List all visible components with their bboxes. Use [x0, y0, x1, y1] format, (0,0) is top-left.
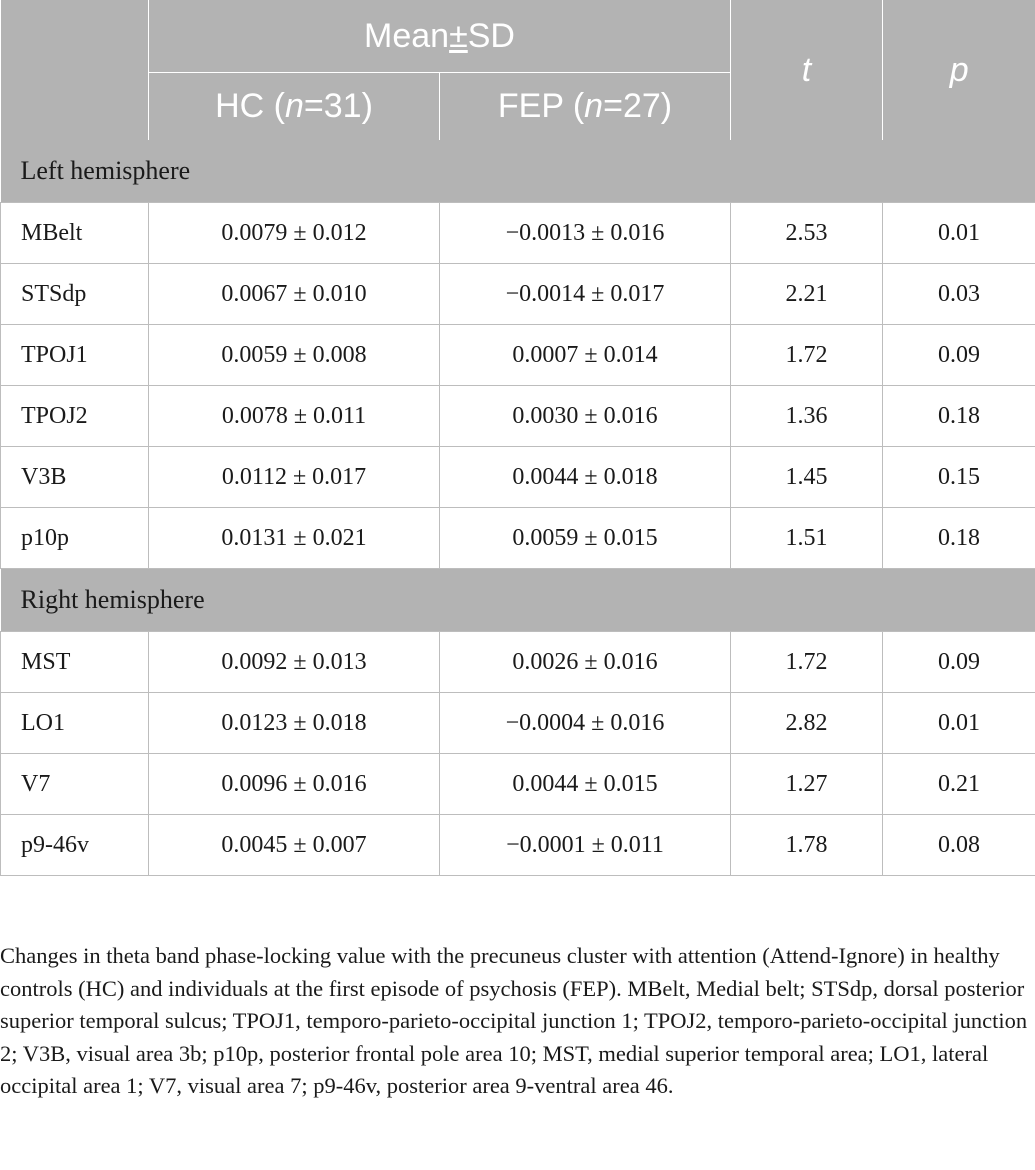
fep-cell: 0.0007 ± 0.014	[440, 325, 731, 386]
p-cell: 0.08	[883, 815, 1035, 876]
region-cell: V3B	[1, 447, 149, 508]
p-cell: 0.01	[883, 693, 1035, 754]
region-cell: LO1	[1, 693, 149, 754]
section-row	[1, 569, 1035, 632]
p-cell: 0.03	[883, 264, 1035, 325]
region-cell: STSdp	[1, 264, 149, 325]
header-mean-sd: Mean±SD	[149, 0, 731, 73]
fep-cell: −0.0001 ± 0.011	[440, 815, 731, 876]
table-row	[1, 508, 1035, 569]
table-row	[1, 447, 1035, 508]
t-cell: 1.36	[731, 386, 883, 447]
table-row	[1, 632, 1035, 693]
t-cell: 1.51	[731, 508, 883, 569]
table-row	[1, 815, 1035, 876]
table-row	[1, 693, 1035, 754]
region-cell: TPOJ1	[1, 325, 149, 386]
table-row	[1, 203, 1035, 264]
p-cell: 0.15	[883, 447, 1035, 508]
t-cell: 1.27	[731, 754, 883, 815]
p-cell: 0.09	[883, 632, 1035, 693]
section-title: Right hemisphere	[1, 569, 1035, 632]
t-cell: 1.78	[731, 815, 883, 876]
table-caption: Changes in theta band phase-locking value with the precuneus cluster with attention (Attend-Ignore) in healthy controls (HC) and individuals at the first episode of psychosis (FEP). MBelt, Medial belt; STSdp, dorsal posterior superior temporal sulcus; TPOJ1, temporo-parieto-occipital junction 1; TPOJ2, temporo-parieto-occipital junction 2; V3B, visual area 3b; p10p, posterior frontal pole area 10; MST, medial superior temporal area; LO1, lateral occipital area 1; V7, visual area 7; p9-46v, posterior area 9-ventral area 46.	[0, 943, 1028, 1098]
hc-cell: 0.0079 ± 0.012	[149, 203, 440, 264]
hc-cell: 0.0067 ± 0.010	[149, 264, 440, 325]
t-cell: 2.53	[731, 203, 883, 264]
table-body	[1, 140, 1035, 876]
fep-cell: −0.0004 ± 0.016	[440, 693, 731, 754]
hc-cell: 0.0059 ± 0.008	[149, 325, 440, 386]
hc-cell: 0.0092 ± 0.013	[149, 632, 440, 693]
header-t: t	[731, 0, 883, 140]
fep-cell: 0.0059 ± 0.015	[440, 508, 731, 569]
p-cell: 0.01	[883, 203, 1035, 264]
region-cell: MBelt	[1, 203, 149, 264]
table-row	[1, 754, 1035, 815]
fep-cell: −0.0014 ± 0.017	[440, 264, 731, 325]
fep-cell: 0.0044 ± 0.015	[440, 754, 731, 815]
hc-cell: 0.0131 ± 0.021	[149, 508, 440, 569]
region-cell: MST	[1, 632, 149, 693]
region-cell: TPOJ2	[1, 386, 149, 447]
fep-cell: −0.0013 ± 0.016	[440, 203, 731, 264]
t-cell: 1.45	[731, 447, 883, 508]
p-cell: 0.18	[883, 386, 1035, 447]
fep-cell: 0.0044 ± 0.018	[440, 447, 731, 508]
t-cell: 2.21	[731, 264, 883, 325]
header-empty-cell	[1, 0, 149, 140]
t-cell: 1.72	[731, 325, 883, 386]
table-row	[1, 325, 1035, 386]
hc-cell: 0.0096 ± 0.016	[149, 754, 440, 815]
hc-cell: 0.0078 ± 0.011	[149, 386, 440, 447]
region-cell: p10p	[1, 508, 149, 569]
hc-cell: 0.0112 ± 0.017	[149, 447, 440, 508]
header-p: p	[883, 0, 1035, 140]
hc-cell: 0.0045 ± 0.007	[149, 815, 440, 876]
header-fep: FEP (n=27)	[440, 73, 731, 141]
section-title: Left hemisphere	[1, 140, 1035, 203]
table-row	[1, 386, 1035, 447]
region-cell: V7	[1, 754, 149, 815]
table-header	[1, 0, 1035, 140]
p-cell: 0.21	[883, 754, 1035, 815]
fep-cell: 0.0030 ± 0.016	[440, 386, 731, 447]
t-cell: 1.72	[731, 632, 883, 693]
region-cell: p9-46v	[1, 815, 149, 876]
fep-cell: 0.0026 ± 0.016	[440, 632, 731, 693]
p-cell: 0.18	[883, 508, 1035, 569]
t-cell: 2.82	[731, 693, 883, 754]
p-cell: 0.09	[883, 325, 1035, 386]
header-hc: HC (n=31)	[149, 73, 440, 141]
table-row	[1, 264, 1035, 325]
hc-cell: 0.0123 ± 0.018	[149, 693, 440, 754]
section-row	[1, 140, 1035, 203]
